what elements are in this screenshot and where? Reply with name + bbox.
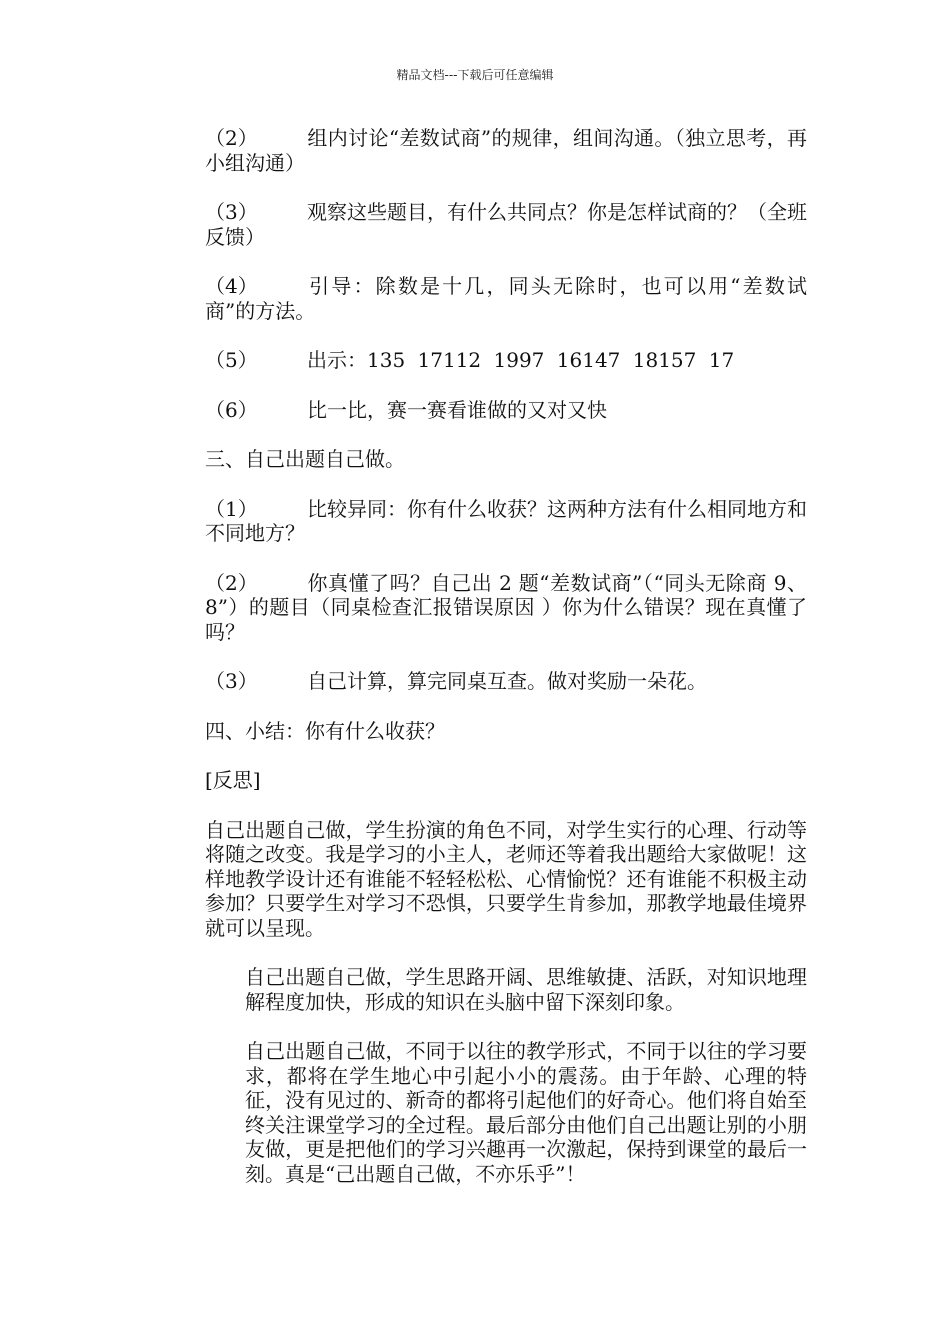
paragraph-step-3 — [145, 200, 807, 249]
step-number: （6） — [205, 397, 258, 422]
paragraph-sub-2 — [145, 571, 807, 645]
step-text: 观察这些题目，有什么共同点？你是怎样试商的？（全班反馈） — [205, 200, 807, 249]
reflection-paragraph-3: 自己出题自己做，不同于以往的教学形式，不同于以往的学习要求，都将在学生地心中引起小小的震荡。由于年龄、心理的特征，没有见过的、新奇的都将引起他们的好奇心。他们将自始至终关注课堂学习的全过程。最后部分由他们自己出题让别的小朋友做，更是把他们的学习兴趣再一次激起，保持到课堂的最后一刻。真是“己出题自己做，不亦乐乎”！ — [245, 1039, 807, 1186]
paragraph-step-5 — [145, 348, 807, 373]
step-text: 组内讨论“差数试商”的规律，组间沟通。（独立思考，再小组沟通） — [205, 126, 807, 175]
paragraph-sub-1 — [145, 497, 807, 546]
section-heading-4: 四、小结：你有什么收获？ — [205, 718, 445, 743]
document-body — [145, 126, 807, 1211]
step-number: （3） — [205, 669, 258, 693]
step-number: （1） — [205, 496, 258, 521]
step-number: （2） — [205, 126, 258, 150]
paragraph-step-4 — [145, 274, 807, 323]
step-text: 比较异同：你有什么收获？这两种方法有什么相同地方和不同地方？ — [205, 496, 807, 545]
step-text: 自己计算，算完同桌互查。做对奖励一朵花。 — [307, 669, 707, 693]
step-text: 比一比，赛一赛看谁做的又对又快 — [307, 397, 607, 422]
reflection-paragraph-1: 自己出题自己做，学生扮演的角色不同，对学生实行的心理、行动等将随之改变。我是学习的小主人，老师还等着我出题给大家做呢！这样地教学设计还有谁能不轻轻松松、心情愉悦？还有谁能不积极主动参加？只要学生对学习不恐惧，只要学生肯参加，那教学地最佳境界就可以呈现。 — [205, 817, 807, 940]
step-number: （4） — [205, 274, 258, 298]
section-heading-3: 三、自己出题自己做。 — [205, 447, 405, 471]
step-text: 你真懂了吗？自己出 2 题“差数试商”（“同头无除商 9、8”）的题目（同桌检查汇报错误原因 ）你为什么错误？现在真懂了吗？ — [205, 570, 807, 644]
reflection-paragraph-2: 自己出题自己做，学生思路开阔、思维敏捷、活跃，对知识地理解程度加快，形成的知识在头脑中留下深刻印象。 — [245, 965, 807, 1014]
step-number: （2） — [205, 570, 258, 595]
reflection-heading: [反思] — [205, 768, 261, 792]
step-text: 出示：135 17112 1997 16147 18157 17 — [307, 348, 735, 372]
paragraph-step-2 — [145, 126, 807, 175]
paragraph-sub-3 — [145, 669, 807, 694]
step-text: 引导：除数是十几，同头无除时，也可以用“差数试商”的方法。 — [205, 274, 807, 323]
step-number: （3） — [205, 200, 258, 224]
paragraph-step-6 — [145, 398, 807, 423]
step-number: （5） — [205, 348, 258, 372]
page-header: 精品文档---下载后可任意编辑 — [396, 68, 554, 82]
